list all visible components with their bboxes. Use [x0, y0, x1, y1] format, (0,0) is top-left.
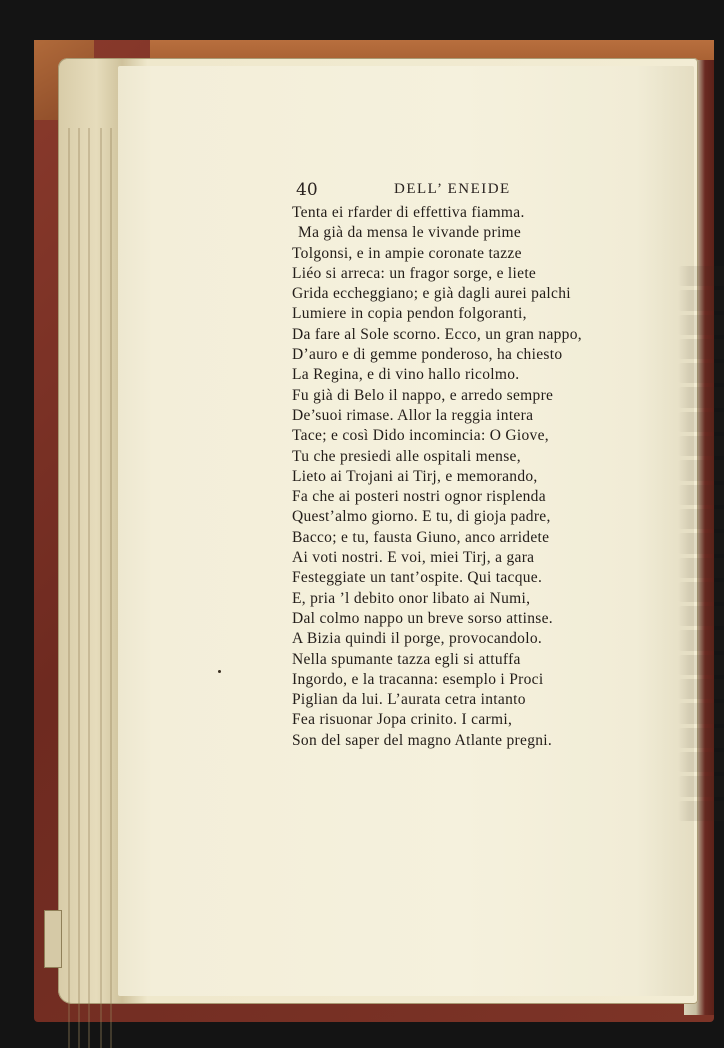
verse-line: Son del saper del magno Atlante pregni.	[292, 731, 553, 749]
page-edge-line	[68, 128, 70, 1048]
verse-line: E, pria ’l debito onor libato ai Numi,	[292, 589, 531, 607]
verse-line: Quest’almo giorno. E tu, di gioja padre,	[292, 508, 551, 526]
verse-line: Tenta ei rfarder di effettiva fiamma.	[292, 204, 525, 221]
verse-line: Da fare al Sole scorno. Ecco, un gran nappo,	[292, 325, 582, 343]
page-edge-line	[110, 128, 112, 1048]
verse-line: A Bizia quindi il porge, provocandolo.	[292, 630, 543, 648]
verse-line: Ingordo, e la tracanna: esemplo i Proci	[292, 670, 544, 688]
verse-line: Dal colmo nappo un breve sorso attinse.	[292, 609, 553, 627]
verse-line: La Regina, e di vino hallo ricolmo.	[292, 366, 520, 384]
page-number: 40	[296, 180, 318, 200]
verse-line: Piglian da lui. L’aurata cetra intanto	[292, 691, 526, 709]
verse-line: Grida eccheggiano; e già dagli aurei palchi	[292, 285, 571, 303]
verse-line: Bacco; e tu, fausta Giuno, anco arridete	[292, 528, 550, 546]
page-edge-line	[100, 128, 102, 1048]
verse-line: D’auro e di gemme ponderoso, ha chiesto	[292, 346, 563, 364]
show-through-text	[678, 266, 724, 826]
verse-line: Nella spumante tazza egli si attuffa	[292, 650, 521, 668]
verse-line: Liéo si arreca: un fragor sorge, e liete	[292, 264, 537, 282]
verse-line: Festeggiate un tant’ospite. Qui tacque.	[292, 569, 543, 587]
verse-line: Fea risuonar Jopa crinito. I carmi,	[292, 711, 513, 729]
page-edge-line	[88, 128, 90, 1048]
verse-line: Lieto ai Trojani ai Tirj, e memorando,	[292, 467, 538, 485]
verse-line: Tace; e così Dido incomincia: O Giove,	[292, 427, 549, 445]
verse-line: Ai voti nostri. E voi, miei Tirj, a gara	[292, 549, 535, 567]
verse-line: Lumiere in copia pendon folgoranti,	[292, 305, 527, 323]
ink-speck	[218, 670, 221, 673]
verse-line: Ma già da mensa le vivande prime	[298, 224, 522, 242]
verse-block	[292, 203, 612, 751]
verse-line: Fa che ai posteri nostri ognor risplenda	[292, 488, 546, 506]
page-header	[296, 180, 556, 202]
running-title: DELL’ ENEIDE	[394, 181, 511, 197]
verse-line: De’suoi rimase. Allor la reggia intera	[292, 406, 534, 424]
verse-line: Fu già di Belo il nappo, e arredo sempre	[292, 386, 554, 404]
verse-line: Tu che presiedi alle ospitali mense,	[292, 447, 521, 465]
page-tab	[44, 910, 62, 968]
page-edge-line	[78, 128, 80, 1048]
verse-line: Tolgonsi, e in ampie coronate tazze	[292, 244, 522, 262]
